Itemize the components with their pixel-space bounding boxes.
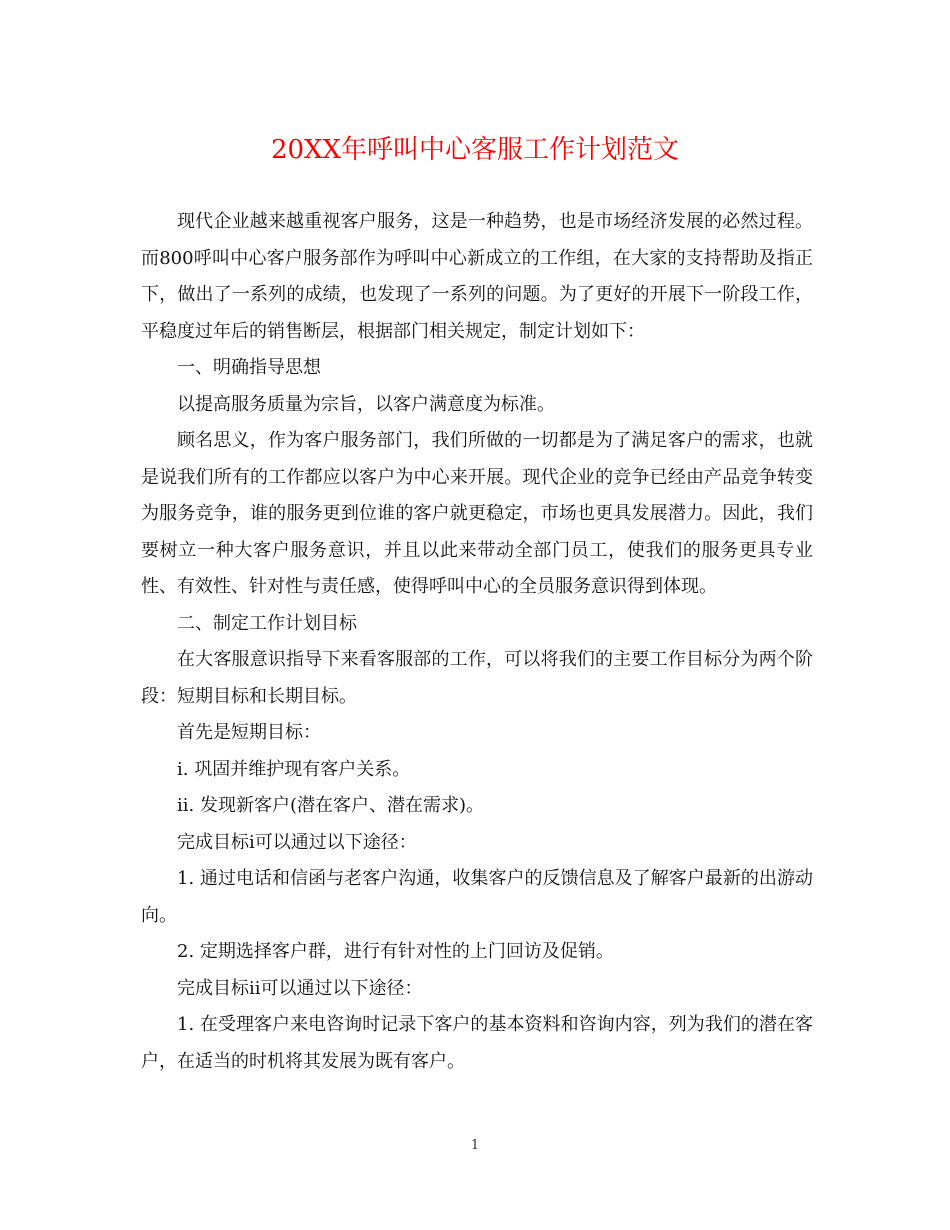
page-number: 1 [470, 1138, 480, 1153]
paragraph-goal-stages: 在大客服意识指导下来看客服部的工作，可以将我们的主要工作目标分为两个阶段：短期目标和长期目标。 [141, 649, 813, 707]
section-heading-guiding-thought: 一、明确指导思想 [177, 357, 321, 378]
section-heading-work-plan-goals: 二、制定工作计划目标 [177, 612, 357, 634]
paragraph-customer-service: 顾名思义，作为客户服务部门，我们所做的一切都是为了满足客户的需求，也就是说我们所有的工作都应以客户为中心来开展。现代企业的竞争已经由产品竞争转变为服务竞争，谁的服务更到位谁的客户就更稳定，市场也更具发展潜力。因此，我们要树立一种大客户服务意识，并且以此来带动全部门员工，使我们的服务更具专业性、有效性、针对性与责任感，使得呼叫中心的全员服务意识得到体现。 [141, 430, 813, 597]
list-item-goal-ii: ii. 发现新客户(潜在客户、潜在需求)。 [177, 795, 485, 816]
paragraph-purpose: 以提高服务质量为宗旨，以客户满意度为标准。 [177, 393, 555, 415]
paragraph-goal-i-methods: 完成目标i可以通过以下途径： [177, 831, 417, 853]
list-item-method-2: 2. 定期选择客户群，进行有针对性的上门回访及促销。 [177, 941, 614, 962]
list-item-goal-i: i. 巩固并维护现有客户关系。 [177, 758, 411, 780]
document-body [141, 204, 813, 1080]
paragraph-intro: 现代企业越来越重视客户服务，这是一种趋势，也是市场经济发展的必然过程。而800呼叫中心客户服务部作为呼叫中心新成立的工作组，在大家的支持帮助及指正下，做出了一系列的成绩，也发现了一系列的问题。为了更好的开展下一阶段工作，平稳度过年后的销售断层，根据部门相关规定，制定计划如下： [141, 211, 813, 342]
paragraph-short-term-heading: 首先是短期目标： [177, 722, 321, 743]
document-title: 20XX年呼叫中心客服工作计划范文 [270, 135, 680, 165]
list-item-method-ii-1: 1. 在受理客户来电咨询时记录下客户的基本资料和咨询内容，列为我们的潜在客户，在适当的时机将其发展为既有客户。 [141, 1014, 813, 1072]
paragraph-goal-ii-methods: 完成目标ii可以通过以下途径： [177, 977, 423, 999]
list-item-method-1: 1. 通过电话和信函与老客户沟通，收集客户的反馈信息及了解客户最新的出游动向。 [141, 868, 813, 926]
